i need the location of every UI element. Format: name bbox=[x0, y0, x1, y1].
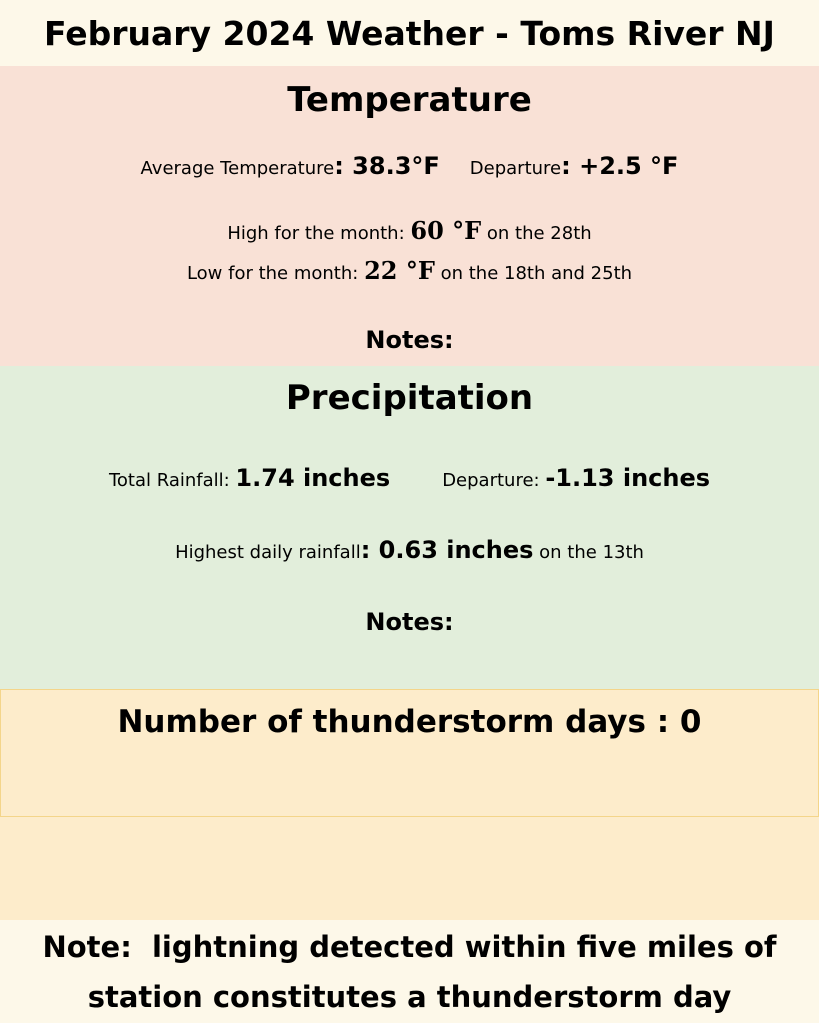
temperature-low-row bbox=[0, 256, 819, 285]
temperature-departure-value: : +2.5 °F bbox=[561, 152, 679, 180]
precipitation-departure-label: Departure: bbox=[442, 470, 546, 491]
precipitation-total-row bbox=[0, 464, 819, 492]
highest-daily-rainfall-value: : 0.63 inches bbox=[360, 536, 534, 564]
low-label: Low for the month: bbox=[186, 263, 365, 284]
thunderstorm-days: Number of thunderstorm days : 0 bbox=[117, 704, 702, 740]
total-rainfall-value: 1.74 inches bbox=[235, 464, 391, 492]
temperature-notes: Notes: bbox=[365, 326, 454, 354]
temperature-high-row bbox=[0, 216, 819, 245]
high-label: High for the month: bbox=[227, 223, 411, 244]
footer-note bbox=[0, 920, 819, 1023]
precipitation-highest-row bbox=[0, 536, 819, 564]
high-value: 60 °F bbox=[410, 216, 482, 245]
precipitation-heading: Precipitation bbox=[285, 378, 534, 418]
thunderstorm-lower-panel bbox=[0, 817, 819, 920]
precipitation-section bbox=[0, 366, 819, 689]
footer-note-line-1: Note: lightning detected within five miles of bbox=[42, 929, 777, 964]
average-temperature-label: Average Temperature bbox=[140, 158, 335, 179]
high-suffix: on the 28th bbox=[481, 223, 592, 244]
highest-daily-rainfall-label: Highest daily rainfall bbox=[175, 542, 361, 563]
highest-daily-rainfall-suffix: on the 13th bbox=[533, 542, 644, 563]
low-suffix: on the 18th and 25th bbox=[434, 263, 633, 284]
precipitation-departure-value: -1.13 inches bbox=[545, 464, 711, 492]
temperature-average-row bbox=[0, 152, 819, 180]
low-value: 22 °F bbox=[364, 256, 435, 285]
thunderstorm-box bbox=[0, 689, 819, 817]
temperature-heading: Temperature bbox=[287, 80, 532, 120]
footer-note-line-2: station constitutes a thunderstorm day bbox=[87, 979, 732, 1014]
average-temperature-value: : 38.3°F bbox=[334, 152, 440, 180]
temperature-departure-label: Departure bbox=[469, 158, 562, 179]
total-rainfall-label: Total Rainfall: bbox=[108, 470, 236, 491]
temperature-section bbox=[0, 66, 819, 366]
precipitation-notes: Notes: bbox=[365, 608, 454, 636]
page-title: February 2024 Weather - Toms River NJ bbox=[44, 13, 775, 53]
